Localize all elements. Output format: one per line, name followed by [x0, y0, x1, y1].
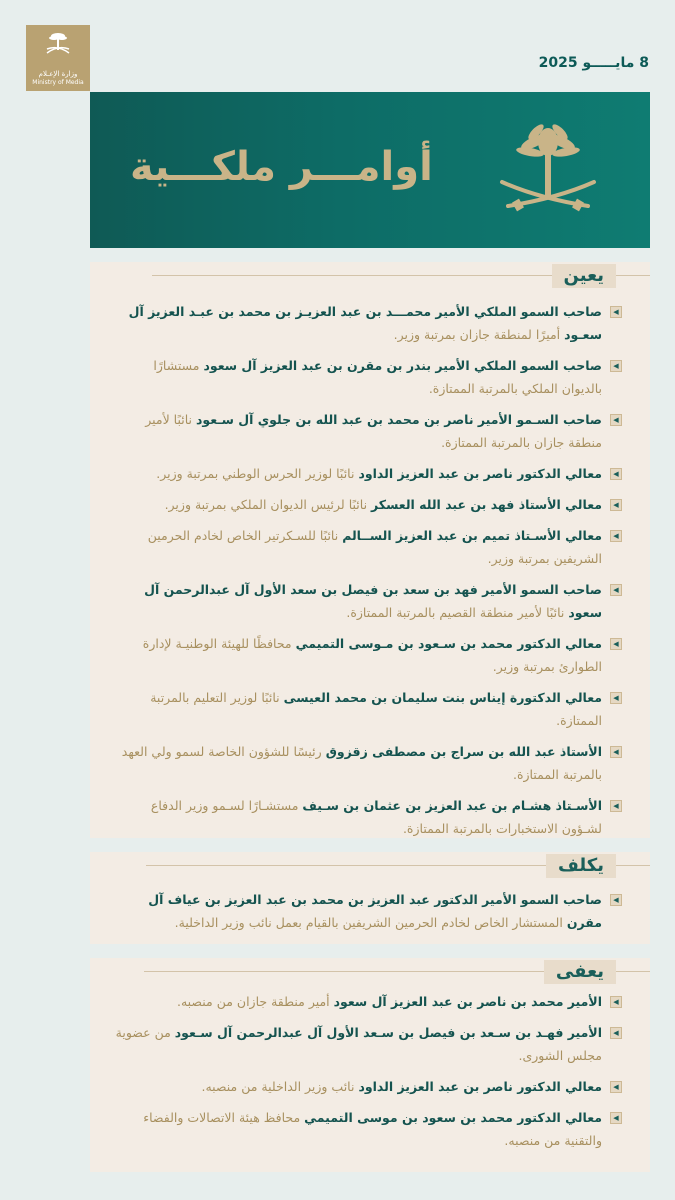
item-name: معالي الدكتور ناصر بن عبد العزيز الداود — [358, 1079, 602, 1094]
heading-divider — [146, 865, 546, 866]
item-detail: محافظًا للهيئة الوطنيـة لإدارة الطوارئ بمرتبة وزير. — [142, 636, 602, 674]
list-item — [110, 740, 622, 786]
item-name: معالي الدكتور محمد بن سعود بن موسى التميمي — [304, 1110, 602, 1125]
item-detail: نائب وزير الداخلية من منصبه. — [201, 1079, 359, 1094]
section-relieve — [90, 958, 650, 1172]
palm-swords-emblem-icon — [498, 120, 598, 216]
logo-arabic-text: وزارة الإعـلام — [38, 70, 78, 78]
item-detail: المستشار الخاص لخادم الحرمين الشريفين بالقيام بعمل نائب وزير الداخلية. — [174, 915, 567, 930]
list-item — [110, 888, 622, 934]
heading-divider — [616, 971, 650, 972]
item-detail: نائبًا لرئيس الديوان الملكي بمرتبة وزير. — [164, 497, 372, 512]
item-detail: محافظ هيئة الاتصالات والفضاء والتقنية من منصبه. — [143, 1110, 602, 1148]
banner — [90, 92, 650, 248]
item-detail: أميرًا لمنطقة جازان بمرتبة وزير. — [393, 327, 565, 342]
heading-text: يعفى — [555, 961, 604, 982]
list-item — [110, 300, 622, 346]
arrow-icon: ◀ — [610, 638, 622, 650]
item-detail: أمير منطقة جازان من منصبه. — [176, 994, 334, 1009]
section-assign — [90, 852, 650, 944]
list-item — [110, 1075, 622, 1098]
list-item — [110, 354, 622, 400]
arrow-icon: ◀ — [610, 1112, 622, 1124]
ministry-logo — [26, 25, 90, 91]
item-name: الأمير محمد بن ناصر بن عبد العزيز آل سعود — [333, 994, 602, 1009]
item-name: صاحب السمو الملكي الأمير بندر بن مقرن بن عبد العزيز آل سعود — [203, 358, 602, 373]
item-detail: مستشـارًا لسـمو وزير الدفاع لشـؤون الاستخبارات بالمرتبة الممتازة. — [150, 798, 602, 836]
list-item — [110, 686, 622, 732]
arrow-icon: ◀ — [610, 584, 622, 596]
relieve-list — [110, 990, 622, 1160]
list-item — [110, 990, 622, 1013]
arrow-icon: ◀ — [610, 360, 622, 372]
arrow-icon: ◀ — [610, 530, 622, 542]
arrow-icon: ◀ — [610, 800, 622, 812]
item-detail: نائبًا لوزير التعليم بالمرتبة الممتازة. — [150, 690, 602, 728]
item-detail: رئيسًا للشؤون الخاصة لسمو ولي العهد بالمرتبة الممتازة. — [121, 744, 602, 782]
item-name: صاحب السمو الأمير فهد بن سعد بن فيصل بن سعد الأول آل عبدالرحمن آل سعود — [144, 582, 602, 620]
arrow-icon: ◀ — [610, 1081, 622, 1093]
section-heading-relieve — [544, 960, 616, 984]
item-detail: مستشارًا بالديوان الملكي بالمرتبة الممتازة. — [153, 358, 602, 396]
item-name: معالي الأسـتاذ تميم بن عبد العزيز الســالم — [342, 528, 602, 543]
item-name: معالي الدكتورة إيناس بنت سليمان بن محمد العيسى — [283, 690, 602, 705]
assign-list — [110, 888, 622, 942]
item-name: صاحب السـمو الأمير ناصر بن محمد بن عبد الله بن جلوي آل سـعود — [196, 412, 602, 427]
arrow-icon: ◀ — [610, 746, 622, 758]
list-item — [110, 1106, 622, 1152]
section-appoint — [90, 262, 650, 838]
item-name: الأمير فهـد بن سـعد بن فيصل بن سـعد الأول آل عبدالرحمن آل سـعود — [174, 1025, 602, 1040]
item-detail: نائبًا للسـكرتير الخاص لخادم الحرمين الشريفين بمرتبة وزير. — [147, 528, 602, 566]
list-item — [110, 632, 622, 678]
arrow-icon: ◀ — [610, 996, 622, 1008]
item-name: صاحب السمو الأمير الدكتور عبد العزيز بن محمد بن عبد العزيز بن عياف آل مقرن — [148, 892, 602, 930]
list-item — [110, 794, 622, 840]
date: 8 مايـــــو 2025 — [538, 55, 649, 71]
palm-swords-icon — [43, 29, 73, 59]
item-name: صاحب السمو الملكي الأمير محمـــد بن عبد العزيـز بن محمد بن عبـد العزيز آل سعـود — [128, 304, 602, 342]
appoint-list — [110, 300, 622, 848]
item-detail: نائبًا لأمير منطقة جازان بالمرتبة الممتازة. — [145, 412, 602, 450]
arrow-icon: ◀ — [610, 1027, 622, 1039]
section-heading-assign — [546, 854, 616, 878]
item-name: معالي الدكتور ناصر بن عبد العزيز الداود — [358, 466, 602, 481]
heading-text: يكلف — [557, 855, 604, 876]
item-name: الأستاذ عبد الله بن سراج بن مصطفى زقزوق — [325, 744, 602, 759]
item-name: الأسـتاذ هشـام بن عبد العزيز بن عثمان بن سـيف — [302, 798, 602, 813]
list-item — [110, 493, 622, 516]
heading-divider — [144, 971, 544, 972]
logo-english-text: Ministry of Media — [32, 79, 84, 86]
heading-divider — [616, 865, 650, 866]
banner-title: أوامـــر ملكـــية — [130, 144, 433, 190]
list-item — [110, 408, 622, 454]
arrow-icon: ◀ — [610, 499, 622, 511]
arrow-icon: ◀ — [610, 894, 622, 906]
arrow-icon: ◀ — [610, 692, 622, 704]
list-item — [110, 462, 622, 485]
item-detail: نائبًا لأمير منطقة القصيم بالمرتبة الممتازة. — [346, 605, 569, 620]
section-heading-appoint — [552, 264, 616, 288]
item-detail: من عضوية مجلس الشورى. — [115, 1025, 602, 1063]
arrow-icon: ◀ — [610, 468, 622, 480]
heading-divider — [152, 275, 552, 276]
item-name: معالي الدكتور محمد بن سـعود بن مـوسى التميمي — [295, 636, 602, 651]
list-item — [110, 1021, 622, 1067]
heading-text: يعين — [563, 265, 604, 286]
arrow-icon: ◀ — [610, 414, 622, 426]
list-item — [110, 524, 622, 570]
list-item — [110, 578, 622, 624]
heading-divider — [616, 275, 650, 276]
arrow-icon: ◀ — [610, 306, 622, 318]
item-name: معالي الأستاذ فهد بن عبد الله العسكر — [371, 497, 602, 512]
item-detail: نائبًا لوزير الحرس الوطني بمرتبة وزير. — [156, 466, 359, 481]
